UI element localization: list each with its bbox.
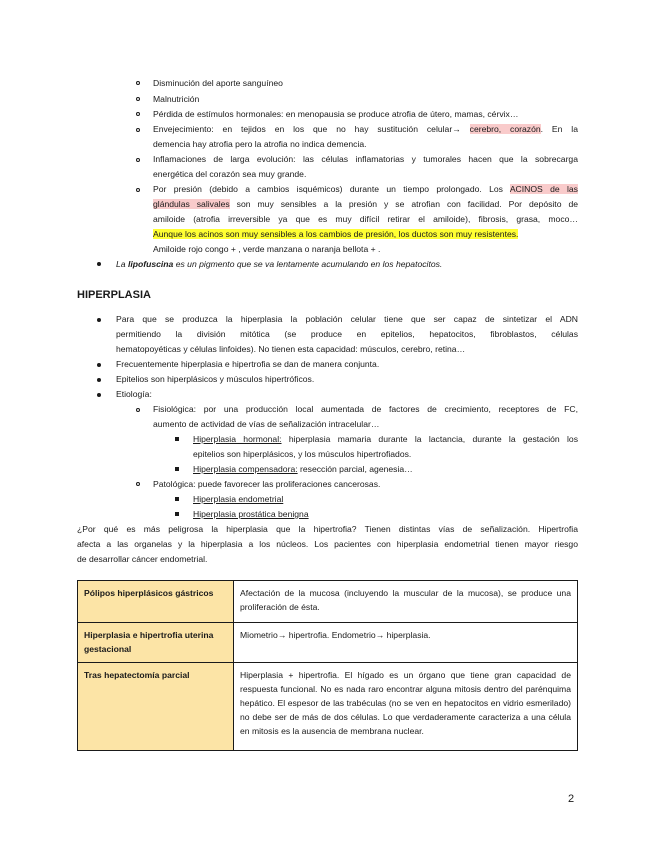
list-bullet-icon bbox=[136, 188, 140, 192]
list-item-continuation: hematopoyéticas y células linfoides). No tienen esta capacidad: músculos, cerebro, retina… bbox=[116, 344, 466, 354]
page-number: 2 bbox=[568, 793, 575, 805]
list-item bbox=[116, 257, 442, 272]
list-item: Etiología: bbox=[116, 389, 152, 399]
text-run: La bbox=[116, 259, 128, 269]
list-bullet-icon bbox=[136, 158, 140, 162]
text-run: son muy sensibles a la presión y se atrofian con facilidad. Por depósito de bbox=[229, 199, 579, 209]
list-item-continuation: epitelios son hiperplásicos, y los músculos hipertrofiados. bbox=[193, 449, 412, 459]
list-item: Hiperplasia prostática benigna bbox=[193, 509, 309, 519]
highlight-text: cerebro, corazón bbox=[469, 124, 541, 134]
list-item-continuation bbox=[153, 227, 518, 242]
table-row bbox=[78, 623, 578, 663]
table-row bbox=[78, 581, 578, 623]
list-item-continuation: amiloide (atrofia irreversible ya que es muy difícil retirar el amiloide), fibrosis, grasa, moco… bbox=[153, 214, 578, 224]
list-bullet-icon bbox=[97, 393, 101, 397]
list-item: Epitelios son hiperplásicos y músculos hipertróficos. bbox=[116, 374, 315, 384]
list-item-continuation bbox=[153, 197, 578, 212]
list-item: Malnutrición bbox=[153, 94, 200, 104]
list-item-continuation: Amiloide rojo congo + , verde manzana o naranja bellota + . bbox=[153, 244, 381, 254]
list-item bbox=[193, 432, 578, 447]
list-item-continuation: permitiendo la división mitótica (se produce en epitelios, hepatocitos, fibroblastos, células bbox=[116, 329, 578, 339]
paragraph-line: de desarrollar cáncer endometrial. bbox=[77, 554, 208, 564]
text-run: resección parcial, agenesia… bbox=[297, 464, 413, 474]
text-run: es un pigmento que se va lentamente acumulando en los hepatocitos. bbox=[173, 259, 443, 269]
list-bullet-icon bbox=[97, 318, 101, 322]
list-item bbox=[193, 462, 413, 477]
underlined-text: Hiperplasia compensadora: bbox=[193, 464, 298, 474]
list-bullet-icon bbox=[175, 512, 179, 516]
list-item: Hiperplasia endometrial bbox=[193, 494, 284, 504]
table-label-cell: Pólipos hiperplásicos gástricos bbox=[78, 581, 234, 623]
table-label-cell: Tras hepatectomía parcial bbox=[78, 663, 234, 751]
paragraph-line: afecta a las organelas y la hiperplasia a los núcleos. Los pacientes con hiperplasia endometrial tienen mayor riesgo bbox=[77, 539, 578, 549]
table-text-cell bbox=[234, 623, 578, 663]
list-bullet-icon bbox=[97, 363, 101, 367]
paragraph-line: ¿Por qué es más peligrosa la hiperplasia que la hipertrofia? Tienen distintas vías de señalización. Hipertrofia bbox=[77, 524, 578, 534]
text-run: Por presión (debido a cambios isquémicos) durante un tiempo prolongado. Los bbox=[153, 184, 510, 194]
list-item bbox=[153, 182, 578, 197]
table-text-cell bbox=[234, 663, 578, 751]
table-text-cell bbox=[234, 581, 578, 623]
list-item-continuation: energética del corazón sea muy grande. bbox=[153, 169, 307, 179]
text-run: Envejecimiento: en tejidos en los que no hay sustitución celular→ bbox=[153, 124, 470, 134]
list-item-continuation: demencia hay atrofia pero la atrofia no indica demencia. bbox=[153, 139, 367, 149]
list-item: Disminución del aporte sanguíneo bbox=[153, 78, 283, 88]
list-item bbox=[153, 122, 578, 137]
highlight-text: glándulas salivales bbox=[153, 199, 230, 209]
table-cell-text: Miometrio→ hipertrofia. Endometrio→ hiperplasia. bbox=[240, 630, 431, 640]
list-item-continuation: aumento de actividad de vías de señalización intracelular… bbox=[153, 419, 380, 429]
list-bullet-icon bbox=[136, 408, 140, 412]
text-run: hiperplasia mamaria durante la lactancia, durante la gestación los bbox=[281, 434, 578, 444]
bold-text: lipofuscina bbox=[127, 259, 174, 269]
list-bullet-icon bbox=[97, 378, 101, 382]
list-bullet-icon bbox=[175, 497, 179, 501]
list-bullet-icon bbox=[136, 128, 140, 132]
list-bullet-icon bbox=[136, 112, 140, 116]
underlined-text: Hiperplasia hormonal: bbox=[193, 434, 282, 444]
list-bullet-icon bbox=[136, 482, 140, 486]
table-label-cell: Hiperplasia e hipertrofia uterina gestacional bbox=[78, 623, 234, 663]
section-title: HIPERPLASIA bbox=[77, 289, 151, 301]
list-bullet-icon bbox=[136, 81, 140, 85]
info-table bbox=[77, 580, 578, 751]
list-item: Pérdida de estímulos hormonales: en menopausia se produce atrofia de útero, mamas, cérvix… bbox=[153, 109, 519, 119]
list-bullet-icon bbox=[175, 467, 179, 471]
list-item: Para que se produzca la hiperplasia la población celular tiene que ser capaz de sintetizar el ADN bbox=[116, 314, 578, 324]
list-item: Frecuentemente hiperplasia e hipertrofia se dan de manera conjunta. bbox=[116, 359, 380, 369]
list-bullet-icon bbox=[136, 97, 140, 101]
highlight-text: Aunque los acinos son muy sensibles a los cambios de presión, los ductos son muy resistentes. bbox=[153, 229, 519, 239]
list-item: Fisiológica: por una producción local aumentada de factores de crecimiento, receptores de FC, bbox=[153, 404, 578, 414]
highlight-text: ACINOS de las bbox=[509, 184, 578, 194]
list-item: Patológica: puede favorecer las proliferaciones cancerosas. bbox=[153, 479, 381, 489]
table-row bbox=[78, 663, 578, 751]
list-bullet-icon bbox=[97, 262, 101, 266]
text-run: . En la bbox=[540, 124, 578, 134]
table-cell-text: Afectación de la mucosa (incluyendo la muscular de la mucosa), se produce una proliferación de ésta. bbox=[240, 588, 571, 612]
list-item: Inflamaciones de larga evolución: las células inflamatorias y tumorales hacen que la sobrecarga bbox=[153, 154, 578, 164]
table-cell-text: Hiperplasia + hipertrofia. El hígado es un órgano que tiene gran capacidad de respuesta funcional. No es nada raro encontrar alguna mitosis dentro del parénquima hepático. El espesor de las trabéculas (no se ven en hepatocitos en vidrio esmerilado) no debe ser de más de dos células. Lo que verdaderamente caracteriza a una célula en mitosis es la ausencia de membrana nuclear. bbox=[240, 670, 571, 736]
list-bullet-icon bbox=[175, 437, 179, 441]
